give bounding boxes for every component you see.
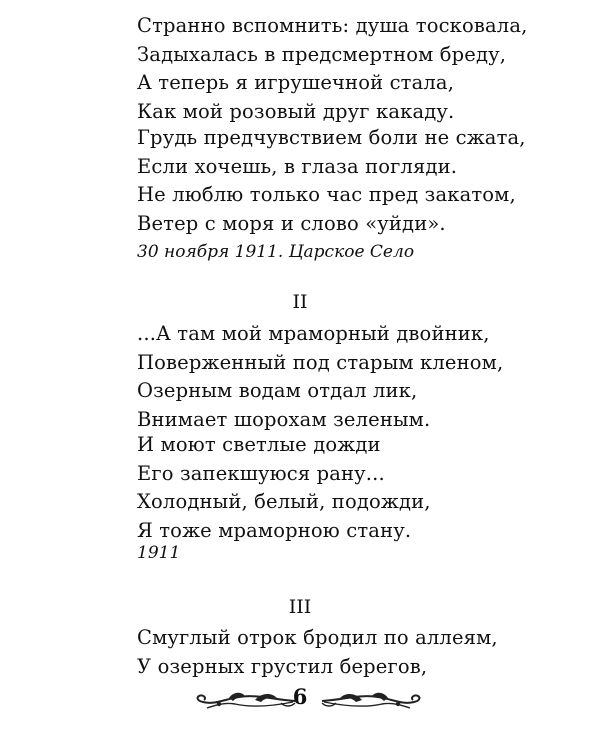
poem-line: Задыхалась в предсмертном бреду, <box>137 42 507 66</box>
poem-line: И моют светлые дожди <box>137 433 381 456</box>
section-numeral: II <box>292 291 308 313</box>
stanza-2 <box>137 124 526 238</box>
poem-line: Поверженный под старым кленом, <box>137 350 504 374</box>
poem-line: Его запекшуюся рану... <box>137 461 385 485</box>
poem-line: Смуглый отрок бродил по аллеям, <box>137 626 498 649</box>
poem-date: 30 ноября 1911. Царское Село <box>137 242 415 262</box>
poem-line: Как мой розовый друг какаду. <box>137 99 455 123</box>
poem-line: У озерных грустил берегов, <box>137 654 428 678</box>
poem-line: Если хочешь, в глаза погляди. <box>137 154 458 178</box>
poem-line: Ветер с моря и слово «уйди». <box>137 211 446 235</box>
stanza-5 <box>137 624 498 681</box>
poem-line: Холодный, белый, подожди, <box>137 490 431 513</box>
poem-line: Грудь предчувствием боли не сжата, <box>137 126 526 149</box>
stanza-3 <box>137 320 503 434</box>
stanza-4 <box>137 431 431 545</box>
stanza-1 <box>137 12 527 126</box>
page-number: 6 <box>292 684 308 709</box>
poem-line: Озерным водам отдал лик, <box>137 379 418 402</box>
poem-line: Странно вспомнить: душа тосковала, <box>137 14 528 37</box>
section-numeral: III <box>288 596 312 618</box>
poem-date: 1911 <box>137 543 181 563</box>
poem-line: А теперь я игрушечной стала, <box>137 71 455 94</box>
poem-line: ...А там мой мраморный двойник, <box>137 322 490 345</box>
poem-line: Я тоже мраморною стану. <box>137 518 412 542</box>
poem-line: Не люблю только час пред закатом, <box>137 183 516 206</box>
poem-line: Внимает шорохам зеленым. <box>137 407 431 431</box>
